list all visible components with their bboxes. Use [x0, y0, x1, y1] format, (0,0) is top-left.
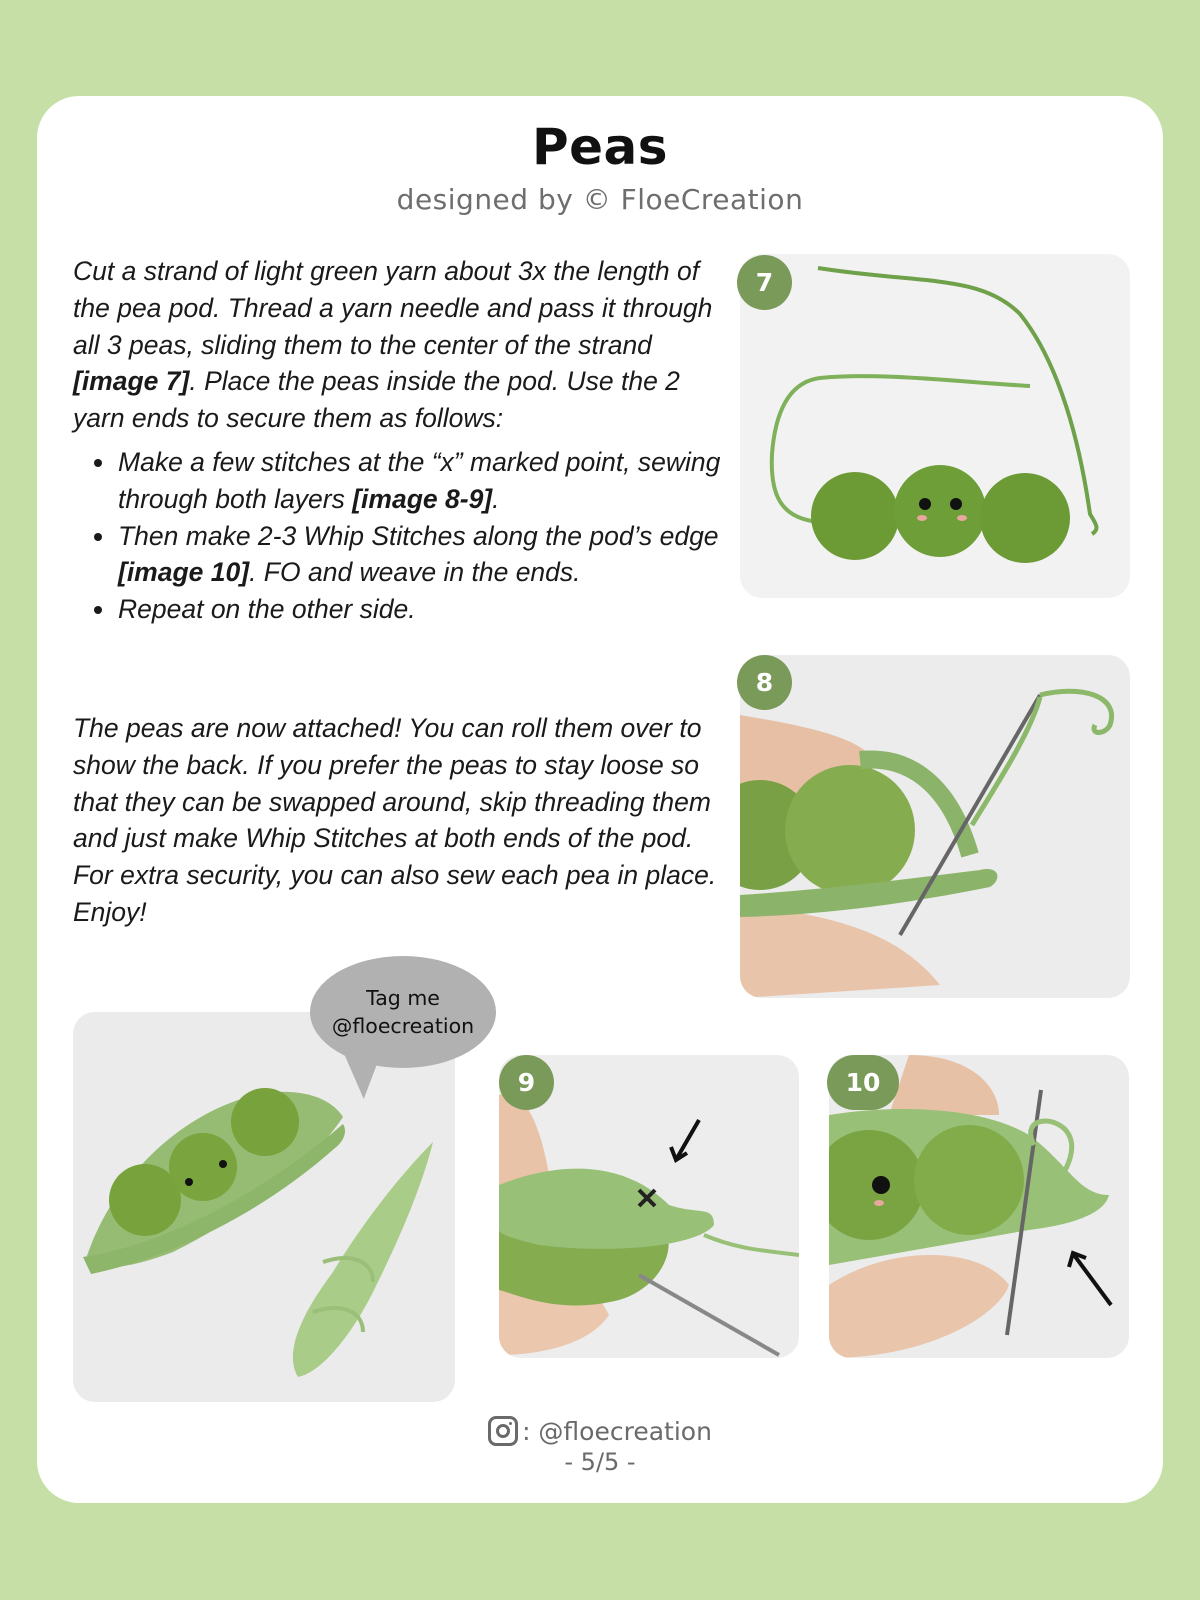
image-reference: [image 7]: [73, 366, 190, 397]
photo-finished-peapod: [73, 1012, 455, 1402]
text: . FO and weave in the ends.: [249, 557, 581, 588]
step-number-badge: 8: [737, 655, 792, 710]
text: . Place the peas inside the pod. Use the 2 yarn ends to secure them as follows:: [73, 366, 680, 434]
bubble-handle: @floecreation: [331, 1014, 475, 1038]
text: Then make 2-3 Whip Stitches along the pod’s edge: [118, 520, 719, 551]
photo-step-8: [740, 655, 1130, 998]
instagram-icon: [488, 1416, 518, 1446]
text: Cut a strand of light green yarn about 3x the length of the pea pod. Thread a yarn needle and pass it through all 3 peas, sliding them to the center of the strand: [73, 256, 713, 360]
text: .: [492, 483, 500, 514]
step-item: [118, 591, 723, 628]
instructions-block: [73, 253, 723, 628]
step-number-badge: 9: [499, 1055, 554, 1110]
text: Make a few stitches at the “x” marked point, sewing through both layers: [118, 446, 721, 514]
step-item: [118, 444, 723, 518]
instagram-handle[interactable]: : @floecreation: [522, 1416, 712, 1446]
image-reference: [image 8-9]: [352, 483, 493, 514]
photo-step-7: [740, 254, 1130, 598]
steps-list: [73, 444, 723, 628]
peas-on-yarn-illustration: [740, 254, 1130, 598]
finished-peapod-illustration: [73, 1012, 455, 1402]
instruction-paragraph-2: The peas are now attached! You can roll them over to show the back. If you prefer the peas to stay loose so that they can be swapped around, skip threading them and just make Whip Stitches at both ends of the pod. For extra security, you can also sew each pea in place. Enjoy!: [73, 713, 717, 927]
tag-me-speech-bubble: [310, 956, 496, 1068]
needle-through-pod-illustration: [740, 655, 1130, 998]
image-reference: [image 10]: [118, 557, 250, 588]
step-item: [118, 518, 723, 592]
page-number: - 5/5 -: [564, 1448, 636, 1476]
footer-instagram: [0, 1416, 1200, 1446]
page-title: Peas: [531, 118, 669, 176]
step-number-badge: 7: [737, 255, 792, 310]
designer-credit: designed by © FloeCreation: [396, 183, 804, 216]
text: Repeat on the other side.: [118, 594, 416, 625]
instruction-paragraph-1: [73, 253, 723, 437]
step-number-badge: 10: [827, 1055, 899, 1110]
bubble-line-1: Tag me: [366, 986, 440, 1010]
